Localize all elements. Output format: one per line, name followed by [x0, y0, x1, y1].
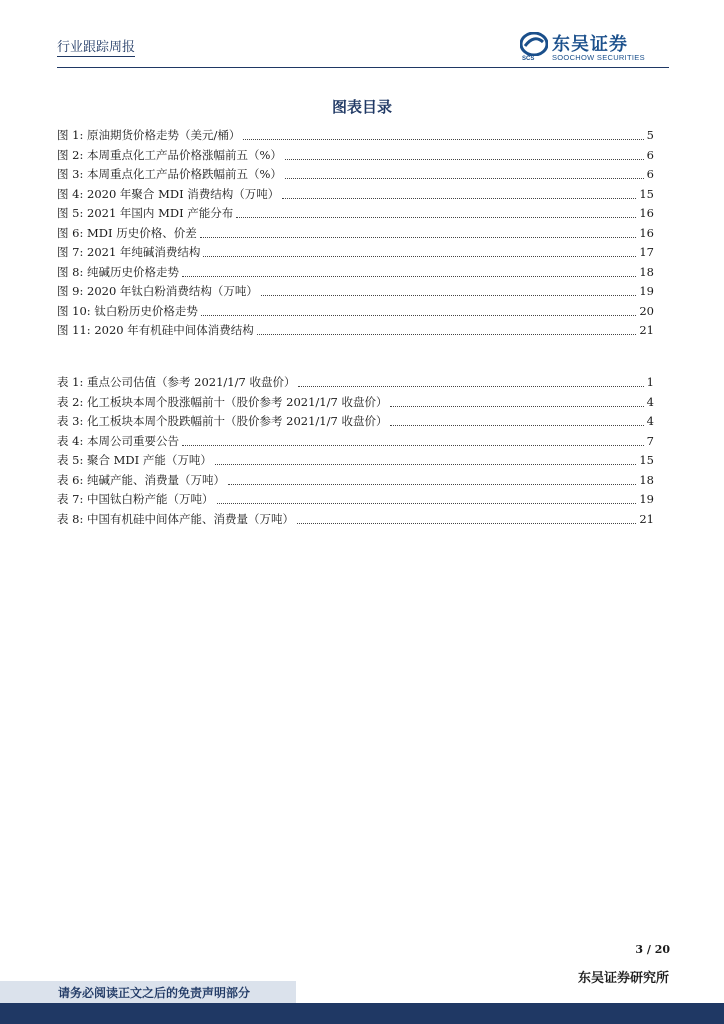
toc-entry-table[interactable]	[57, 490, 654, 510]
leader-dots	[285, 178, 644, 179]
page-number: 3 / 20	[635, 943, 670, 956]
entry-page: 4	[646, 414, 654, 428]
leader-dots	[215, 464, 637, 465]
report-type-label: 行业跟踪周报	[57, 36, 135, 57]
company-logo	[520, 30, 670, 66]
toc-entry-table[interactable]	[57, 432, 654, 452]
entry-page: 16	[639, 225, 654, 240]
entry-page: 5	[646, 128, 654, 142]
entry-page: 21	[639, 323, 654, 337]
entry-page: 15	[639, 186, 654, 201]
toc-entry-figure[interactable]	[57, 321, 654, 341]
entry-page: 4	[646, 394, 654, 409]
toc-entry-figure[interactable]	[57, 185, 654, 205]
entry-page: 20	[639, 303, 654, 318]
leader-dots	[236, 217, 636, 218]
entry-label: 表 5: 聚合 MDI 产能（万吨）	[57, 453, 212, 467]
leader-dots	[282, 198, 636, 199]
entry-label: 表 7: 中国钛白粉产能（万吨）	[57, 492, 214, 506]
entry-label: 表 2: 化工板块本周个股涨幅前十（股价参考 2021/1/7 收盘价）	[57, 394, 388, 409]
entry-page: 6	[646, 147, 654, 162]
entry-label: 图 7: 2021 年纯碱消费结构	[57, 245, 201, 259]
entry-page: 21	[639, 511, 654, 526]
leader-dots	[217, 503, 637, 504]
entry-label: 表 3: 化工板块本周个股跌幅前十（股价参考 2021/1/7 收盘价）	[57, 414, 388, 428]
entry-page: 15	[639, 453, 654, 467]
leader-dots	[182, 276, 636, 277]
toc-entry-table[interactable]	[57, 373, 654, 393]
toc-entry-table[interactable]	[57, 510, 654, 530]
entry-label: 图 2: 本周重点化工产品价格涨幅前五（%）	[57, 147, 282, 162]
toc-entry-table[interactable]	[57, 393, 654, 413]
toc-entry-table[interactable]	[57, 412, 654, 432]
disclaimer-notice: 请务必阅读正文之后的免责声明部分	[58, 986, 251, 1000]
leader-dots	[228, 484, 636, 485]
toc-entry-figure[interactable]	[57, 302, 654, 322]
leader-dots	[390, 425, 643, 426]
leader-dots	[297, 523, 636, 524]
entry-label: 图 10: 钛白粉历史价格走势	[57, 303, 198, 318]
leader-dots	[201, 315, 637, 316]
entry-label: 图 3: 本周重点化工产品价格跌幅前五（%）	[57, 167, 282, 181]
entry-page: 18	[639, 264, 654, 279]
header-divider	[57, 67, 669, 68]
toc-entry-figure[interactable]	[57, 165, 654, 185]
entry-label: 图 8: 纯碱历史价格走势	[57, 264, 180, 279]
entry-label: 图 4: 2020 年聚合 MDI 消费结构（万吨）	[57, 186, 280, 201]
logo-abbreviation: SCS	[522, 56, 535, 62]
logo-english-name: SOOCHOW SECURITIES	[552, 53, 645, 62]
entry-page: 17	[639, 245, 654, 259]
leader-dots	[285, 159, 644, 160]
entry-label: 图 11: 2020 年有机硅中间体消费结构	[57, 323, 254, 337]
entry-page: 7	[646, 433, 654, 448]
toc-entry-figure[interactable]	[57, 126, 654, 146]
entry-label: 图 9: 2020 年钛白粉消费结构（万吨）	[57, 284, 258, 298]
entry-page: 6	[646, 167, 654, 181]
toc-entry-figure[interactable]	[57, 243, 654, 263]
leader-dots	[390, 406, 643, 407]
entry-label: 图 5: 2021 年国内 MDI 产能分布	[57, 206, 234, 220]
entry-label: 表 8: 中国有机硅中间体产能、消费量（万吨）	[57, 511, 294, 526]
figure-list	[57, 126, 654, 341]
toc-entry-figure[interactable]	[57, 146, 654, 166]
entry-page: 1	[646, 375, 654, 389]
logo-chinese-name: 东吴证券	[552, 34, 628, 55]
entry-label: 图 1: 原油期货价格走势（美元/桶）	[57, 128, 241, 142]
toc-title: 图表目录	[331, 98, 392, 116]
toc-entry-figure[interactable]	[57, 263, 654, 283]
entry-label: 表 1: 重点公司估值（参考 2021/1/7 收盘价）	[57, 375, 296, 389]
toc-entry-table[interactable]	[57, 451, 654, 471]
leader-dots	[200, 237, 637, 238]
leader-dots	[182, 445, 644, 446]
entry-page: 18	[639, 472, 654, 487]
entry-label: 图 6: MDI 历史价格、价差	[57, 225, 197, 240]
leader-dots	[257, 334, 637, 335]
leader-dots	[243, 139, 643, 140]
entry-page: 16	[639, 206, 654, 220]
entry-label: 表 6: 纯碱产能、消费量（万吨）	[57, 472, 226, 487]
table-list	[57, 373, 654, 529]
leader-dots	[203, 256, 636, 257]
toc-entry-figure[interactable]	[57, 282, 654, 302]
toc-entry-table[interactable]	[57, 471, 654, 491]
toc-entry-figure[interactable]	[57, 224, 654, 244]
research-institute-name: 东吴证券研究所	[577, 971, 669, 986]
entry-page: 19	[639, 492, 654, 506]
toc-entry-figure[interactable]	[57, 204, 654, 224]
footer-bar	[0, 1003, 724, 1024]
leader-dots	[261, 295, 636, 296]
entry-label: 表 4: 本周公司重要公告	[57, 433, 180, 448]
leader-dots	[298, 386, 643, 387]
entry-page: 19	[639, 284, 654, 298]
soochow-logo-icon	[520, 32, 548, 56]
